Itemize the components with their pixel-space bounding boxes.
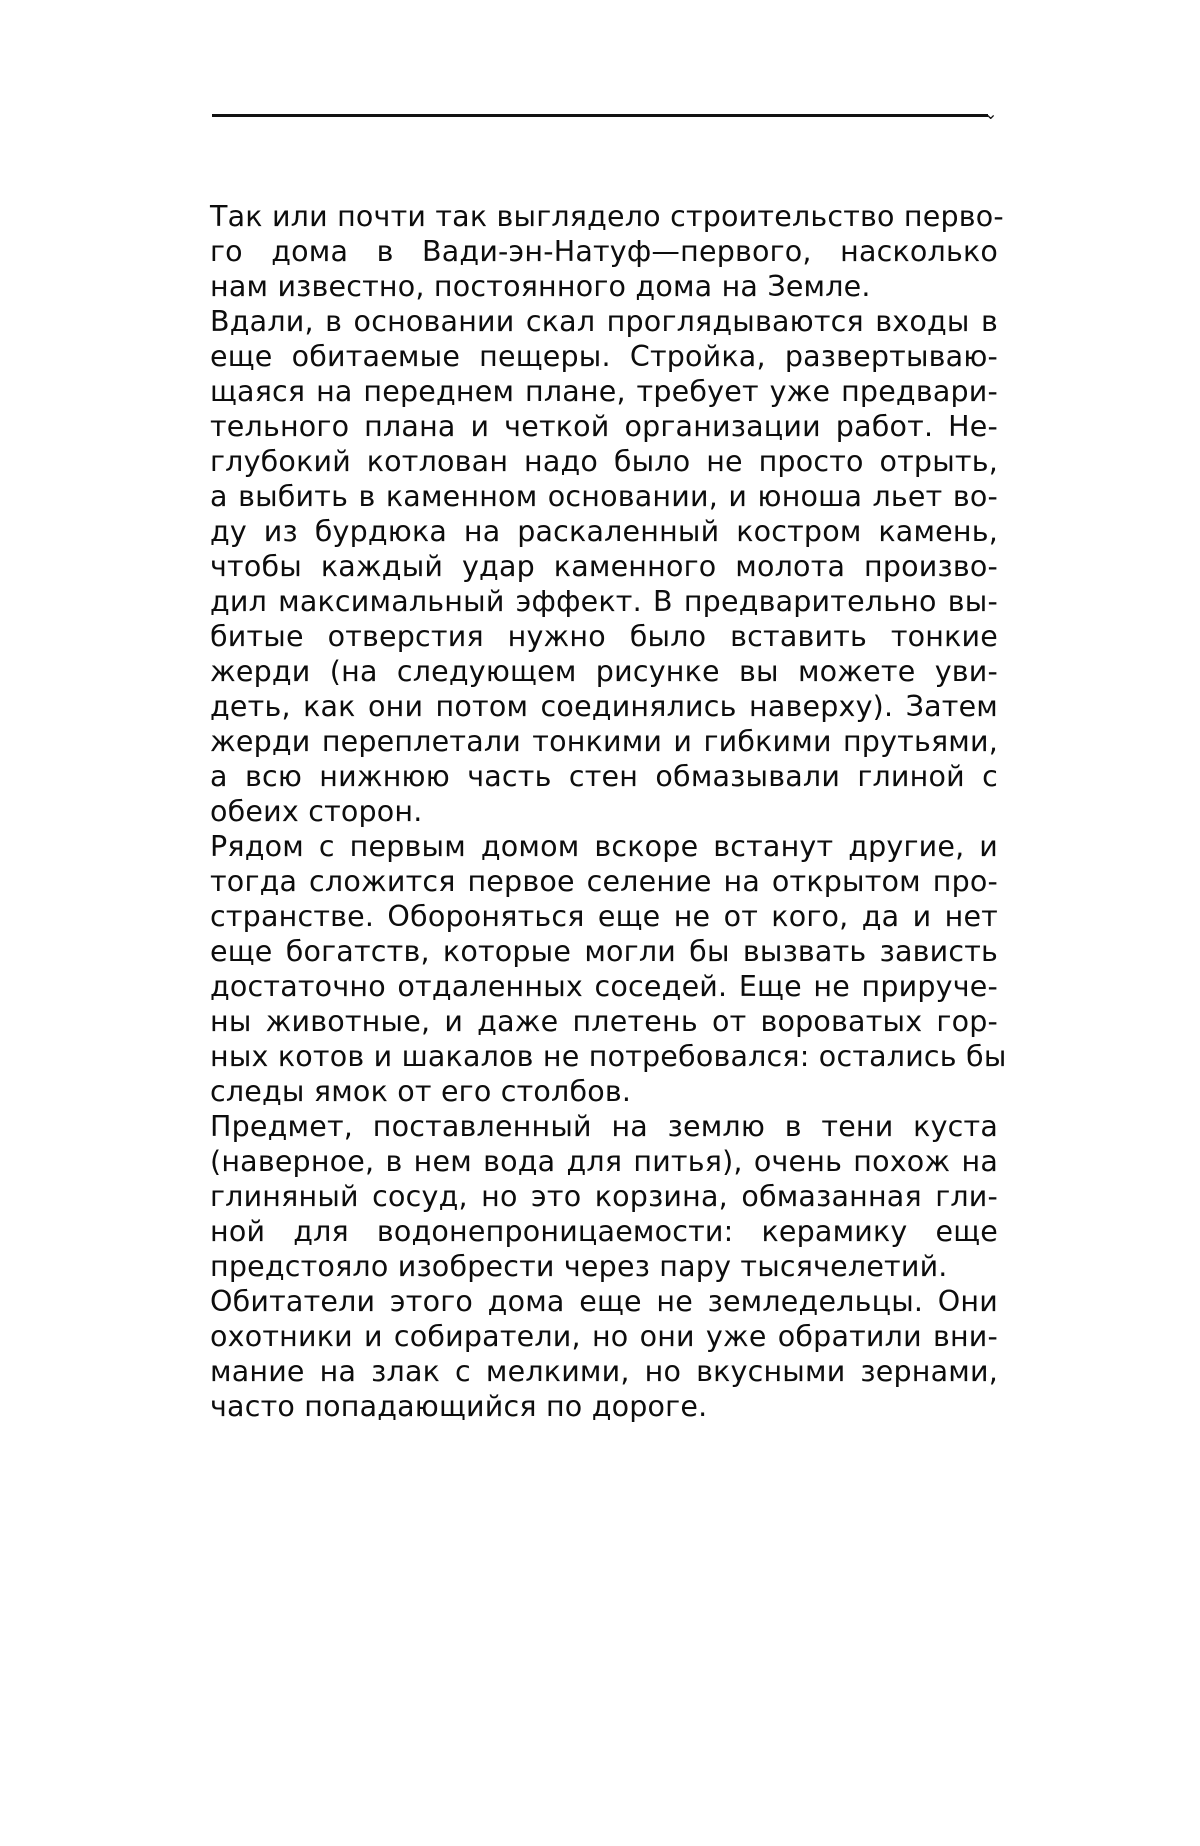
text-line: а выбить в каменном основании, и юноша льет во- [210,480,998,513]
text-line: нам известно, постоянного дома на Земле. [210,270,871,303]
paragraph [210,1284,998,1424]
text-line: ных котов и шакалов не потребовался: остались бы [210,1040,1007,1073]
paragraph [210,199,1004,304]
text-line: ны животные, и даже плетень от вороватых гор- [210,1005,998,1038]
text-line: го дома в Вади-эн-Натуф—первого, насколько [210,235,998,268]
paragraph [210,1109,998,1284]
text-line: жерди переплетали тонкими и гибкими прутьями, [210,725,998,758]
text-line: тельного плана и четкой организации работ. Не- [210,410,998,443]
paragraph [210,304,998,829]
text-line: жерди (на следующем рисунке вы можете уви- [210,655,998,688]
text-line: часто попадающийся по дороге. [210,1390,708,1423]
text-line: ду из бурдюка на раскаленный костром камень, [210,515,998,548]
text-line: предстояло изобрести через пару тысячелетий. [210,1250,948,1283]
text-line: тогда сложится первое селение на открытом про- [210,865,998,898]
text-line: (наверное, в нем вода для питья), очень похож на [210,1145,998,1178]
text-line: щаяся на переднем плане, требует уже предвари- [210,375,998,408]
text-line: Обитатели этого дома еще не земледельцы. Они [210,1285,998,1318]
text-line: ной для водонепроницаемости: керамику еще [210,1215,998,1248]
text-line: глиняный сосуд, но это корзина, обмазанная гли- [210,1180,998,1213]
paragraph [210,829,1007,1109]
body-text [210,199,1007,1424]
text-line: еще богатств, которые могли бы вызвать зависть [210,935,998,968]
text-line: охотники и собиратели, но они уже обратили вни- [210,1320,998,1353]
text-line: а всю нижнюю часть стен обмазывали глиной с [210,760,998,793]
text-line: деть, как они потом соединялись наверху). Затем [210,690,998,723]
text-line: Так или почти так выглядело строительство перво- [210,200,1004,233]
rule-end-mark: ⌄ [984,104,998,123]
text-line: чтобы каждый удар каменного молота произво- [210,550,998,583]
text-line: Рядом с первым домом вскоре встанут другие, и [210,830,998,863]
text-line: странстве. Обороняться еще не от кого, да и нет [210,900,998,933]
text-line: еще обитаемые пещеры. Стройка, развертываю- [210,340,998,373]
text-line: Вдали, в основании скал проглядываются входы в [210,305,998,338]
text-line: глубокий котлован надо было не просто отрыть, [210,445,998,478]
text-line: Предмет, поставленный на землю в тени куста [210,1110,998,1143]
text-line: достаточно отдаленных соседей. Еще не прируче- [210,970,998,1003]
text-line: мание на злак с мелкими, но вкусными зернами, [210,1355,998,1388]
text-line: обеих сторон. [210,795,423,828]
text-line: следы ямок от его столбов. [210,1075,632,1108]
text-line: битые отверстия нужно было вставить тонкие [210,620,998,653]
text-line: дил максимальный эффект. В предварительно вы- [210,585,998,618]
top-rule-divider [212,114,988,117]
